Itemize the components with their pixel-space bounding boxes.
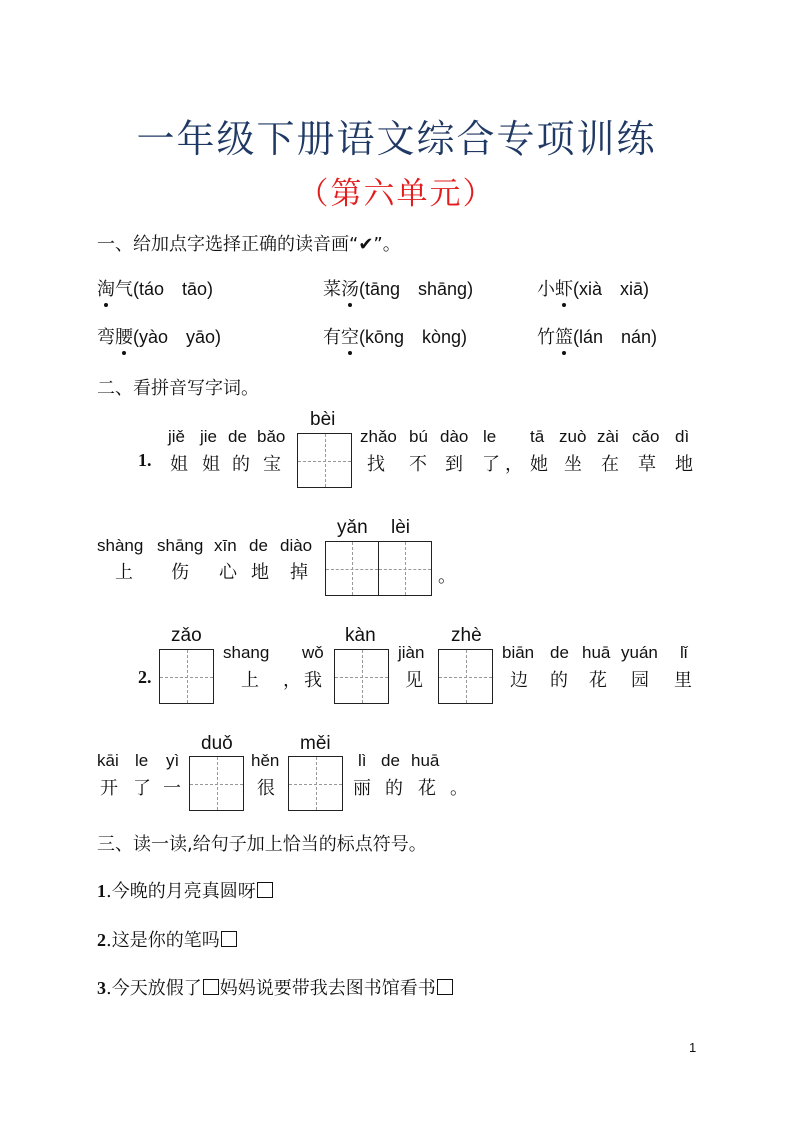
hanzi: 掉 xyxy=(290,562,308,583)
pinyin: huā xyxy=(411,751,440,770)
pinyin-choice-item xyxy=(97,275,213,301)
pinyin: huā xyxy=(582,643,611,662)
hanzi: 园 xyxy=(631,670,649,691)
pinyin: de xyxy=(381,751,400,770)
box-pinyin: zhè xyxy=(451,625,482,646)
pinyin: cǎo xyxy=(632,427,660,446)
hanzi: 里 xyxy=(674,670,692,691)
hanzi: 很 xyxy=(257,778,275,799)
question-number: 2. xyxy=(138,667,152,687)
writing-cell[interactable] xyxy=(326,542,379,595)
pinyin: xīn xyxy=(214,536,237,555)
pinyin: dào xyxy=(440,427,469,446)
hanzi: 姐 xyxy=(202,454,220,475)
pinyin: tā xyxy=(530,427,545,446)
pinyin: jiě xyxy=(168,427,186,446)
pinyin: lǐ xyxy=(680,643,688,662)
hanzi: 的 xyxy=(232,454,250,475)
character: 菜 xyxy=(323,279,341,300)
writing-box[interactable] xyxy=(438,649,493,704)
box-pinyin: duǒ xyxy=(201,733,233,754)
page-number: 1 xyxy=(689,1040,697,1055)
character: 竹 xyxy=(537,327,555,348)
pinyin: kāi xyxy=(97,751,119,770)
pinyin: de xyxy=(228,427,247,446)
writing-box[interactable] xyxy=(334,649,389,704)
pinyin: de xyxy=(249,536,268,555)
hanzi: 的 xyxy=(550,670,568,691)
punctuation-blank[interactable] xyxy=(257,882,273,898)
punctuation-blank[interactable] xyxy=(437,979,453,995)
dotted-character: 腰 xyxy=(115,323,133,349)
hanzi: 她 xyxy=(530,454,548,475)
pinyin: le xyxy=(483,427,497,446)
pinyin-options[interactable]: (tāng shāng) xyxy=(359,279,474,299)
hanzi: 心 xyxy=(219,562,237,583)
punctuation: 。 xyxy=(438,566,456,587)
writing-box[interactable] xyxy=(159,649,214,704)
pinyin: zài xyxy=(597,427,619,446)
pinyin: le xyxy=(135,751,149,770)
hanzi: 不 xyxy=(409,454,427,475)
hanzi: 花 xyxy=(589,670,607,691)
hanzi: 我 xyxy=(304,670,322,691)
character: 有 xyxy=(323,327,341,348)
item-number: 1 xyxy=(97,881,106,901)
hanzi: 了 xyxy=(482,454,500,475)
item-number: 3 xyxy=(97,978,106,998)
hanzi: 上 xyxy=(241,670,259,691)
hanzi: 宝 xyxy=(263,454,281,475)
writing-box[interactable] xyxy=(297,433,352,488)
hanzi: 边 xyxy=(510,670,528,691)
dotted-character: 虾 xyxy=(555,275,573,301)
punctuation: ， xyxy=(283,670,301,691)
pinyin-choice-item xyxy=(537,275,649,301)
page-subtitle: （第六单元） xyxy=(297,176,496,212)
pinyin: de xyxy=(550,643,569,662)
hanzi: 的 xyxy=(385,778,403,799)
pinyin-options[interactable]: (yào yāo) xyxy=(133,327,222,347)
pinyin: hěn xyxy=(251,751,280,770)
punctuation-item: 1.今晚的月亮真圆呀 xyxy=(97,877,274,903)
pinyin: diào xyxy=(280,536,313,555)
hanzi: 到 xyxy=(445,454,463,475)
hanzi: 找 xyxy=(367,454,385,475)
pinyin: shang xyxy=(223,643,270,662)
sentence-text: 妈妈说要带我去图书馆看书 xyxy=(219,978,436,999)
pinyin: lì xyxy=(358,751,367,770)
box-pinyin: kàn xyxy=(345,625,376,646)
pinyin-choice-item xyxy=(323,323,467,349)
box-pinyin: zǎo xyxy=(171,625,202,646)
writing-cell[interactable] xyxy=(379,542,432,595)
pinyin: shāng xyxy=(157,536,204,555)
hanzi: 地 xyxy=(251,562,269,583)
box-pinyin: bèi xyxy=(310,409,336,430)
dotted-character: 篮 xyxy=(555,323,573,349)
hanzi: 一 xyxy=(163,778,181,799)
box-pinyin: měi xyxy=(300,733,331,754)
hanzi: 地 xyxy=(675,454,693,475)
sentence-text: 这是你的笔吗 xyxy=(111,930,220,951)
pinyin-options[interactable]: (kōng kòng) xyxy=(359,327,468,347)
section2-heading: 二、看拼音写字词。 xyxy=(97,378,259,399)
pinyin-options[interactable]: (lán nán) xyxy=(573,327,658,347)
pinyin: dì xyxy=(675,427,690,446)
page-title: 一年级下册语文综合专项训练 xyxy=(136,117,657,161)
punctuation-item: 2.这是你的笔吗 xyxy=(97,926,238,952)
punctuation-blank[interactable] xyxy=(221,931,237,947)
pinyin: biān xyxy=(502,643,535,662)
pinyin: bú xyxy=(409,427,428,446)
pinyin: shàng xyxy=(97,536,144,555)
pinyin: jie xyxy=(200,427,218,446)
punctuation: ， xyxy=(505,454,523,475)
character: 气 xyxy=(115,279,133,300)
character: 小 xyxy=(537,279,555,300)
item-number: 2 xyxy=(97,930,106,950)
writing-box[interactable] xyxy=(189,756,244,811)
pinyin-choice-item xyxy=(323,275,473,301)
pinyin-options[interactable]: (xià xiā) xyxy=(573,279,650,299)
section1-heading: 一、给加点字选择正确的读音画“✔”。 xyxy=(97,234,401,255)
pinyin: jiàn xyxy=(398,643,425,662)
writing-box[interactable] xyxy=(288,756,343,811)
hanzi: 姐 xyxy=(170,454,188,475)
hanzi: 开 xyxy=(100,778,118,799)
punctuation-blank[interactable] xyxy=(203,979,219,995)
character: 弯 xyxy=(97,327,115,348)
sentence-text: 今晚的月亮真圆呀 xyxy=(111,881,256,902)
writing-box-double[interactable] xyxy=(325,541,432,596)
hanzi: 坐 xyxy=(564,454,582,475)
hanzi: 丽 xyxy=(353,778,371,799)
sentence-text: 今天放假了 xyxy=(111,978,202,999)
pinyin: yuán xyxy=(621,643,658,662)
pinyin: zuò xyxy=(559,427,587,446)
hanzi: 见 xyxy=(405,670,423,691)
pinyin: zhǎo xyxy=(360,427,397,446)
punctuation: 。 xyxy=(450,778,468,799)
hanzi: 伤 xyxy=(171,562,189,583)
question-number: 1. xyxy=(138,450,152,470)
dotted-character: 汤 xyxy=(341,275,359,301)
pinyin-choice-item xyxy=(97,323,221,349)
pinyin-options[interactable]: (táo tāo) xyxy=(133,279,214,299)
pinyin: yì xyxy=(166,751,180,770)
dotted-character: 空 xyxy=(341,323,359,349)
hanzi: 上 xyxy=(115,562,133,583)
box-pinyin: lèi xyxy=(391,517,411,538)
hanzi: 了 xyxy=(133,778,151,799)
pinyin: wǒ xyxy=(302,643,324,662)
hanzi: 草 xyxy=(638,454,656,475)
pinyin-choice-item xyxy=(537,323,657,349)
box-pinyin: yǎn xyxy=(337,517,368,538)
dotted-character: 淘 xyxy=(97,275,115,301)
hanzi: 在 xyxy=(601,454,619,475)
section3-heading: 三、读一读,给句子加上恰当的标点符号。 xyxy=(97,834,427,855)
hanzi: 花 xyxy=(418,778,436,799)
punctuation-item: 3.今天放假了 妈妈说要带我去图书馆看书 xyxy=(97,974,454,1000)
pinyin: bǎo xyxy=(257,427,286,446)
